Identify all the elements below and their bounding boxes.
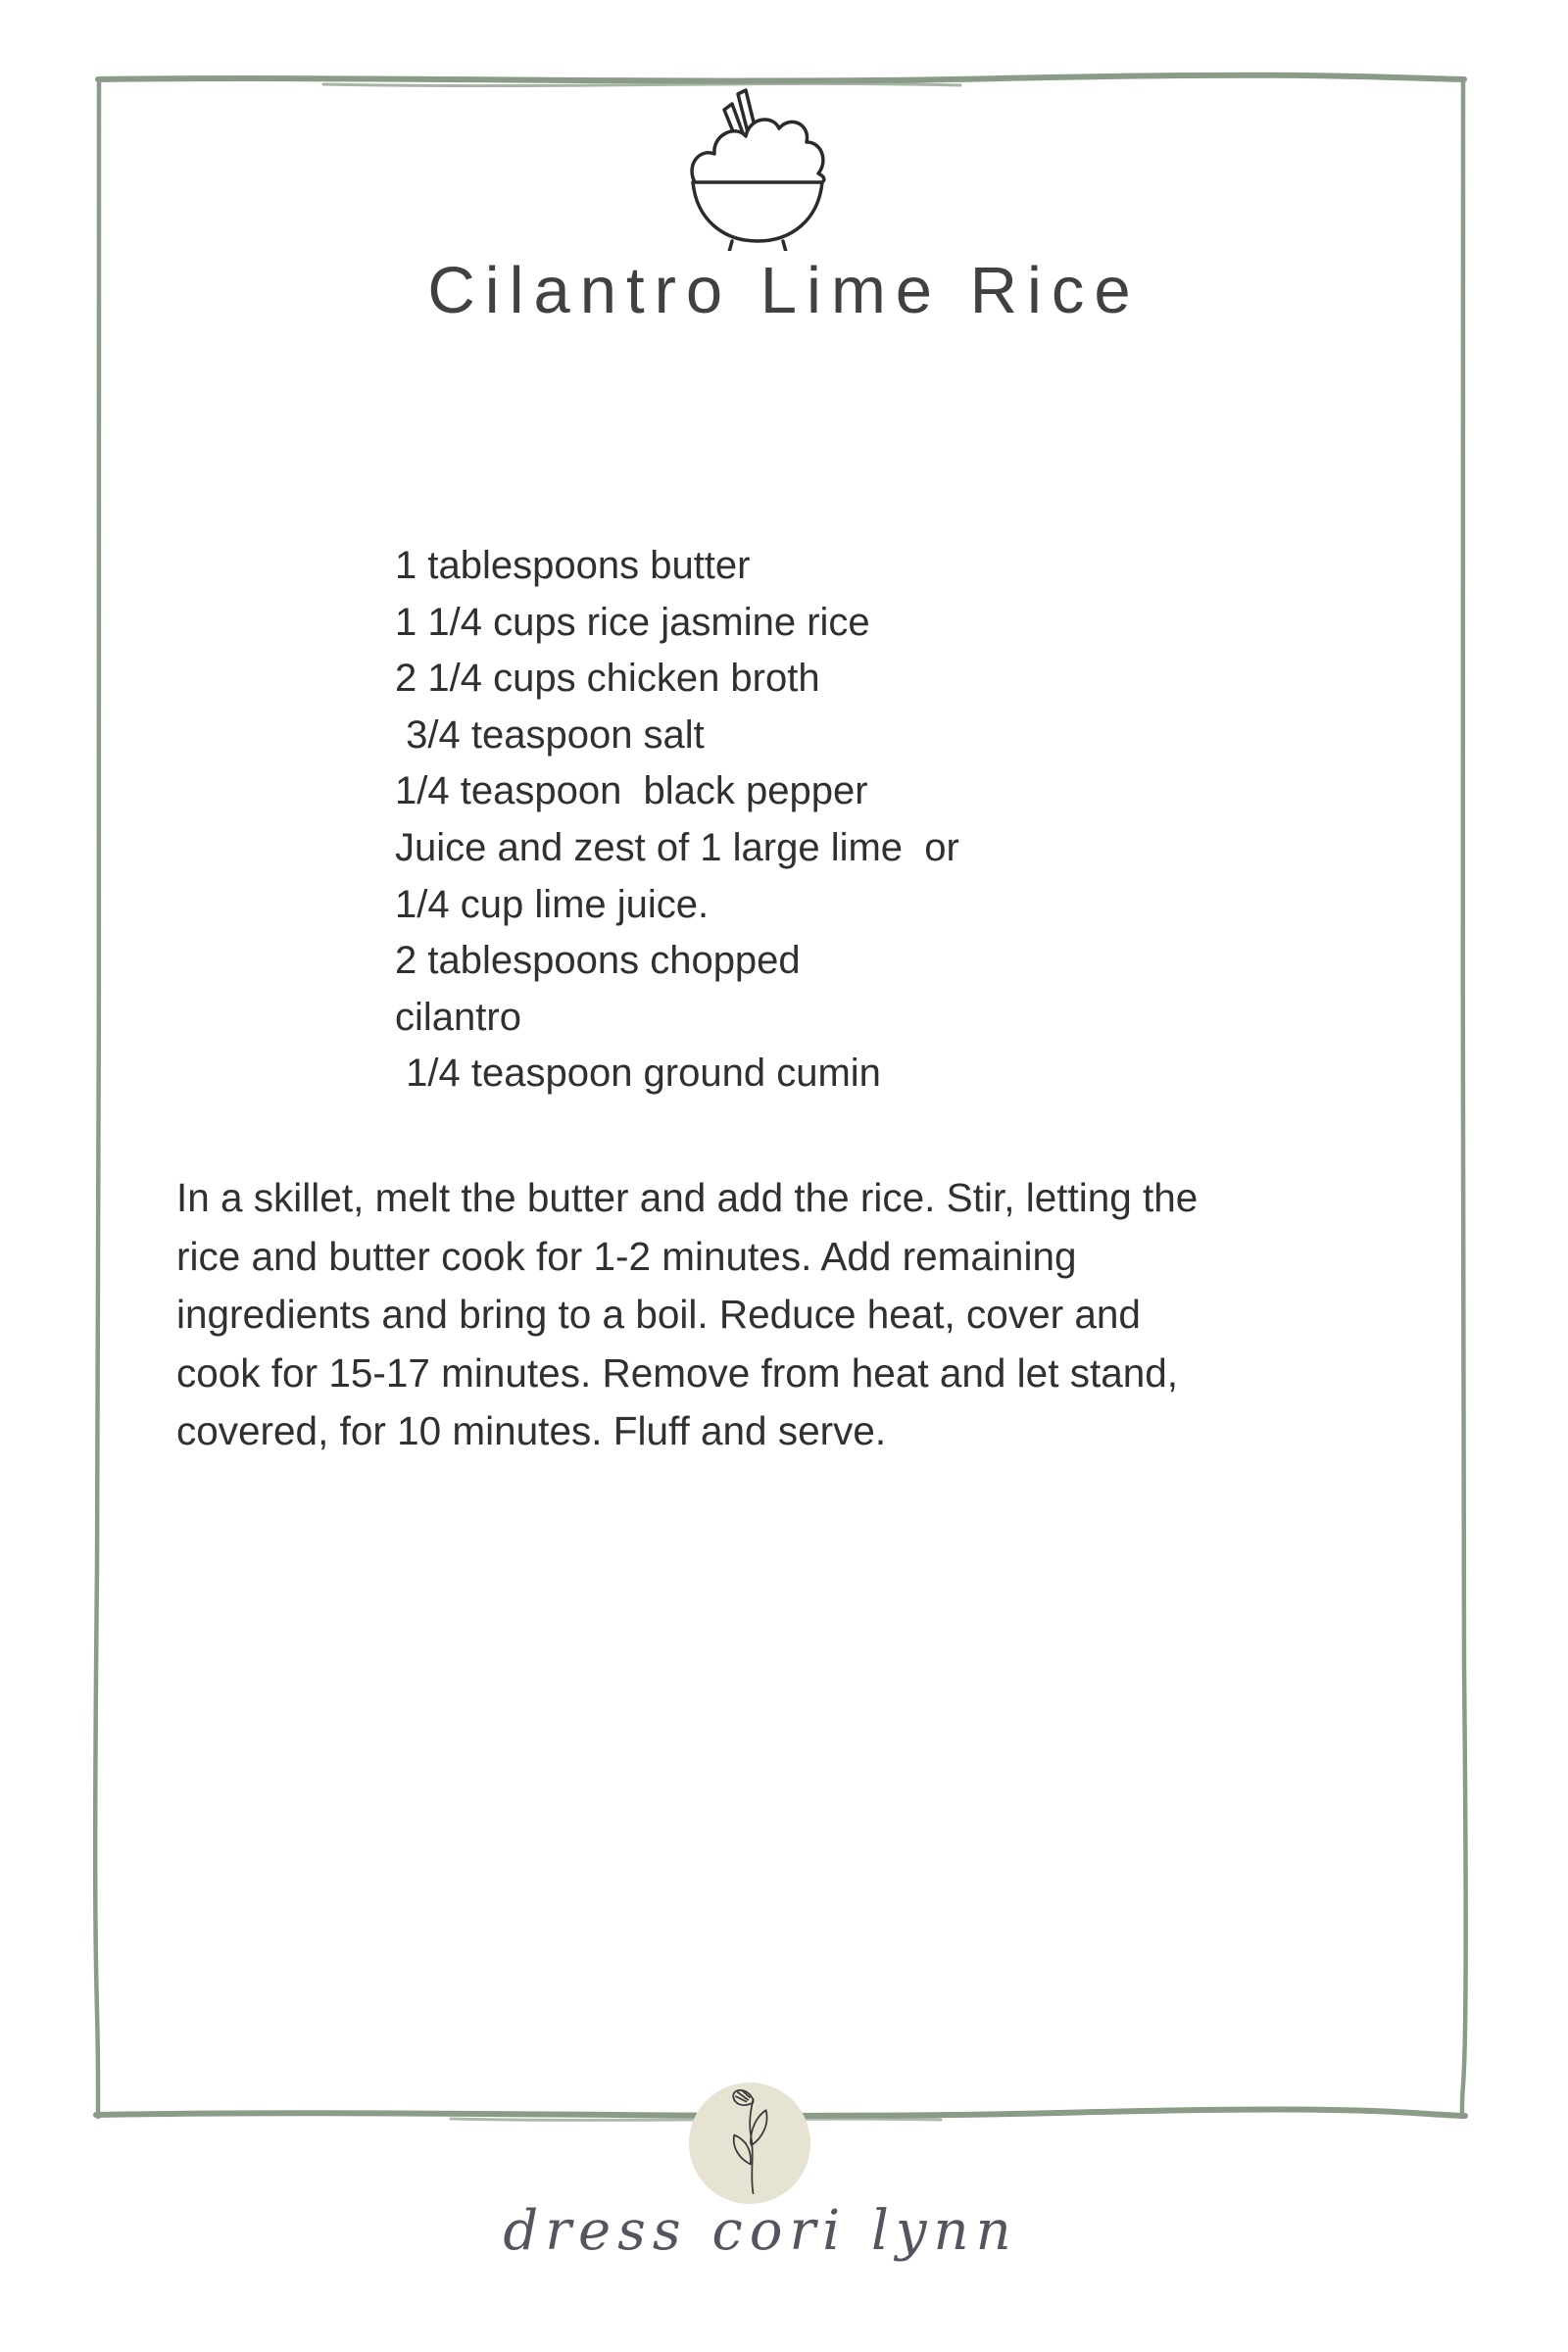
ingredients-list [395,538,959,1102]
ingredient-line: 1 1/4 cups rice jasmine rice [395,600,870,644]
instructions-paragraph [176,1169,1431,1461]
ingredient-line: 1/4 cup lime juice. [395,882,710,926]
ingredient-line: 1/4 teaspoon ground cumin [395,1052,881,1096]
ingredient-line: Juice and zest of 1 large lime or [395,825,959,869]
ingredient-line: 2 tablespoons chopped [395,939,801,983]
ingredient-line: 1/4 teaspoon black pepper [395,769,868,813]
instruction-line: rice and butter cook for 1-2 minutes. Add remaining [176,1233,1077,1279]
brand-script-text: dress cori lynn [503,2199,1018,2263]
instruction-line: ingredients and bring to a boil. Reduce heat, cover and [176,1292,1141,1337]
ingredient-line: 1 tablespoons butter [395,544,751,587]
page-title: Cilantro Lime Rice [427,254,1141,327]
instruction-line: covered, for 10 minutes. Fluff and serve. [176,1408,887,1453]
ingredient-line: 3/4 teaspoon salt [395,712,705,757]
ingredient-line: cilantro [395,995,521,1039]
rice-bowl-icon [681,82,838,251]
instruction-line: cook for 15-17 minutes. Remove from heat and let stand, [176,1349,1179,1396]
ingredient-line: 2 1/4 cups chicken broth [395,657,820,701]
flower-sketch-icon [715,2075,784,2204]
brand-logo-circle [689,2082,810,2204]
instruction-line: In a skillet, melt the butter and add the rice. Stir, letting the [176,1175,1199,1220]
